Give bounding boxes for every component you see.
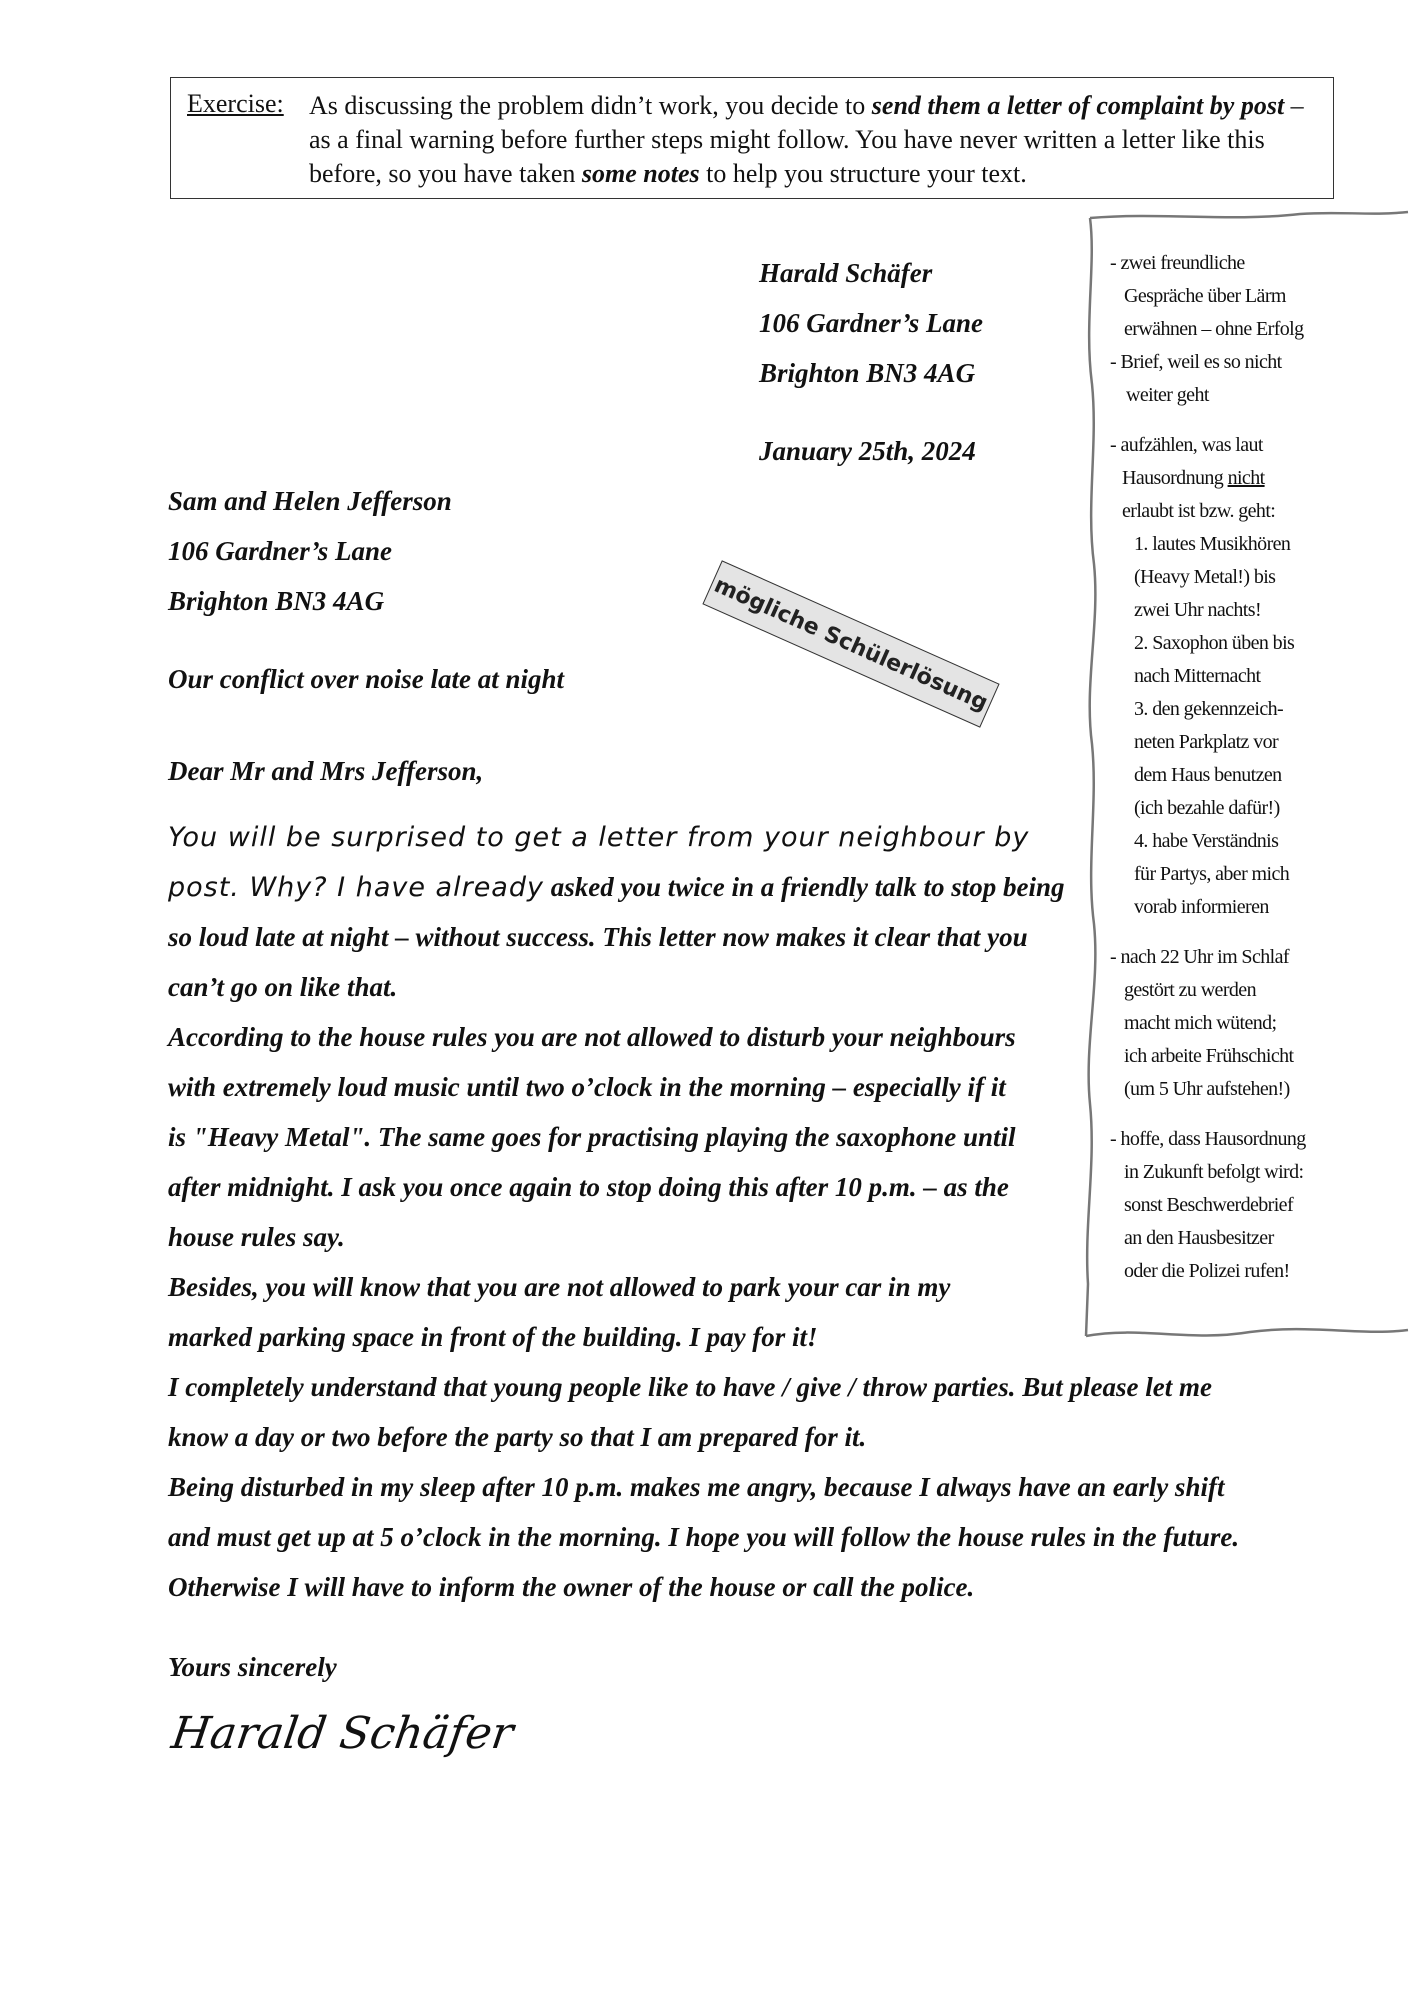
sender-street: 106 Gardner’s Lane [759, 308, 984, 338]
letter-date: January 25th, 2024 [759, 436, 976, 466]
letter-salutation: Dear Mr and Mrs Jefferson, [168, 756, 484, 786]
body-line: with extremely loud music until two o’clock in the morning – especially if it [168, 1072, 1006, 1102]
note-line: nach Mitternacht [1134, 665, 1261, 687]
note-line: erlaubt ist bzw. geht: [1122, 500, 1276, 522]
note-line: dem Haus benutzen [1134, 764, 1282, 786]
body-line: is "Heavy Metal". The same goes for practising playing the saxophone until [168, 1122, 1016, 1152]
exercise-emphasis: some notes [581, 159, 700, 188]
body-line: and must get up at 5 o’clock in the morning. I hope you will follow the house rules in the future. [168, 1522, 1240, 1552]
body-line: Otherwise I will have to inform the owner of the house or call the police. [168, 1572, 975, 1602]
note-line: - zwei freundliche [1110, 252, 1245, 274]
note-line: (Heavy Metal!) bis [1134, 566, 1276, 588]
note-line: 2. Saxophon üben bis [1134, 632, 1295, 654]
note-line: in Zukunft befolgt wird: [1124, 1161, 1304, 1183]
note-text: Hausordnung [1122, 467, 1228, 489]
recipient-name: Sam and Helen Jefferson [168, 486, 452, 516]
body-handwritten-text: post. Why? I have already [168, 872, 544, 903]
letter-closing: Yours sincerely [168, 1652, 337, 1682]
body-line-handwritten: You will be surprised to get a letter from your neighbour by [168, 822, 1030, 853]
exercise-emphasis: send them a letter of complaint by post [871, 91, 1285, 120]
body-line: know a day or two before the party so that I am prepared for it. [168, 1422, 867, 1452]
note-line: (um 5 Uhr aufstehen!) [1124, 1078, 1290, 1100]
body-line: marked parking space in front of the building. I pay for it! [168, 1322, 818, 1352]
recipient-city: Brighton BN3 4AG [168, 586, 385, 616]
recipient-street: 106 Gardner’s Lane [168, 536, 393, 566]
note-line: gestört zu werden [1124, 979, 1256, 1001]
body-line: I completely understand that young people like to have / give / throw parties. But please let me [168, 1372, 1212, 1402]
body-line: Besides, you will know that you are not allowed to park your car in my [168, 1272, 951, 1302]
note-line: erwähnen – ohne Erfolg [1124, 318, 1304, 340]
body-line: can’t go on like that. [168, 972, 398, 1002]
body-line: Being disturbed in my sleep after 10 p.m. makes me angry, because I always have an early shift [168, 1472, 1225, 1502]
body-line: so loud late at night – without success. This letter now makes it clear that you [168, 922, 1028, 952]
note-line: weiter geht [1126, 384, 1209, 406]
note-line: - hoffe, dass Hausordnung [1110, 1128, 1306, 1150]
note-line: - Brief, weil es so nicht [1110, 351, 1282, 373]
signature: Harald Schäfer [168, 1708, 517, 1759]
body-text: asked you twice in a friendly talk to stop being [543, 872, 1065, 902]
note-line: Gespräche über Lärm [1124, 285, 1286, 307]
note-line: 1. lautes Musikhören [1134, 533, 1291, 555]
note-line: 4. habe Verständnis [1134, 830, 1279, 852]
note-line: neten Parkplatz vor [1134, 731, 1279, 753]
note-line: für Partys, aber mich [1134, 863, 1290, 885]
note-line: macht mich wütend; [1124, 1012, 1277, 1034]
note-line: - aufzählen, was laut [1110, 434, 1263, 456]
body-line [168, 872, 1064, 903]
sample-solution-stamp: mögliche Schülerlösung [702, 560, 999, 727]
body-line: house rules say. [168, 1222, 345, 1252]
body-line: According to the house rules you are not allowed to disturb your neighbours [168, 1022, 1016, 1052]
body-line: after midnight. I ask you once again to stop doing this after 10 p.m. – as the [168, 1172, 1009, 1202]
note-emphasis: nicht [1227, 467, 1265, 489]
exercise-text-part: – as a final warning before further steps might follow. You have never written a letter like this before, so you have taken [309, 91, 1304, 188]
note-line: 3. den gekennzeich- [1134, 698, 1284, 720]
note-line [1122, 467, 1265, 490]
note-line: zwei Uhr nachts! [1134, 599, 1262, 621]
sender-name: Harald Schäfer [759, 258, 933, 288]
sender-city: Brighton BN3 4AG [759, 358, 976, 388]
note-line: oder die Polizei rufen! [1124, 1260, 1290, 1282]
note-line: - nach 22 Uhr im Schlaf [1110, 946, 1289, 968]
exercise-text-part: As discussing the problem didn’t work, you decide to [309, 91, 872, 120]
note-line: ich arbeite Frühschicht [1124, 1045, 1294, 1067]
exercise-box [170, 77, 1334, 199]
letter-subject: Our conflict over noise late at night [168, 664, 565, 694]
note-line: sonst Beschwerdebrief [1124, 1194, 1294, 1216]
exercise-label: Exercise: [187, 89, 284, 118]
exercise-text-part: to help you structure your text. [699, 159, 1027, 188]
note-line: (ich bezahle dafür!) [1134, 797, 1280, 819]
exercise-text [309, 89, 1325, 191]
note-line: vorab informieren [1134, 896, 1269, 918]
note-line: an den Hausbesitzer [1124, 1227, 1274, 1249]
